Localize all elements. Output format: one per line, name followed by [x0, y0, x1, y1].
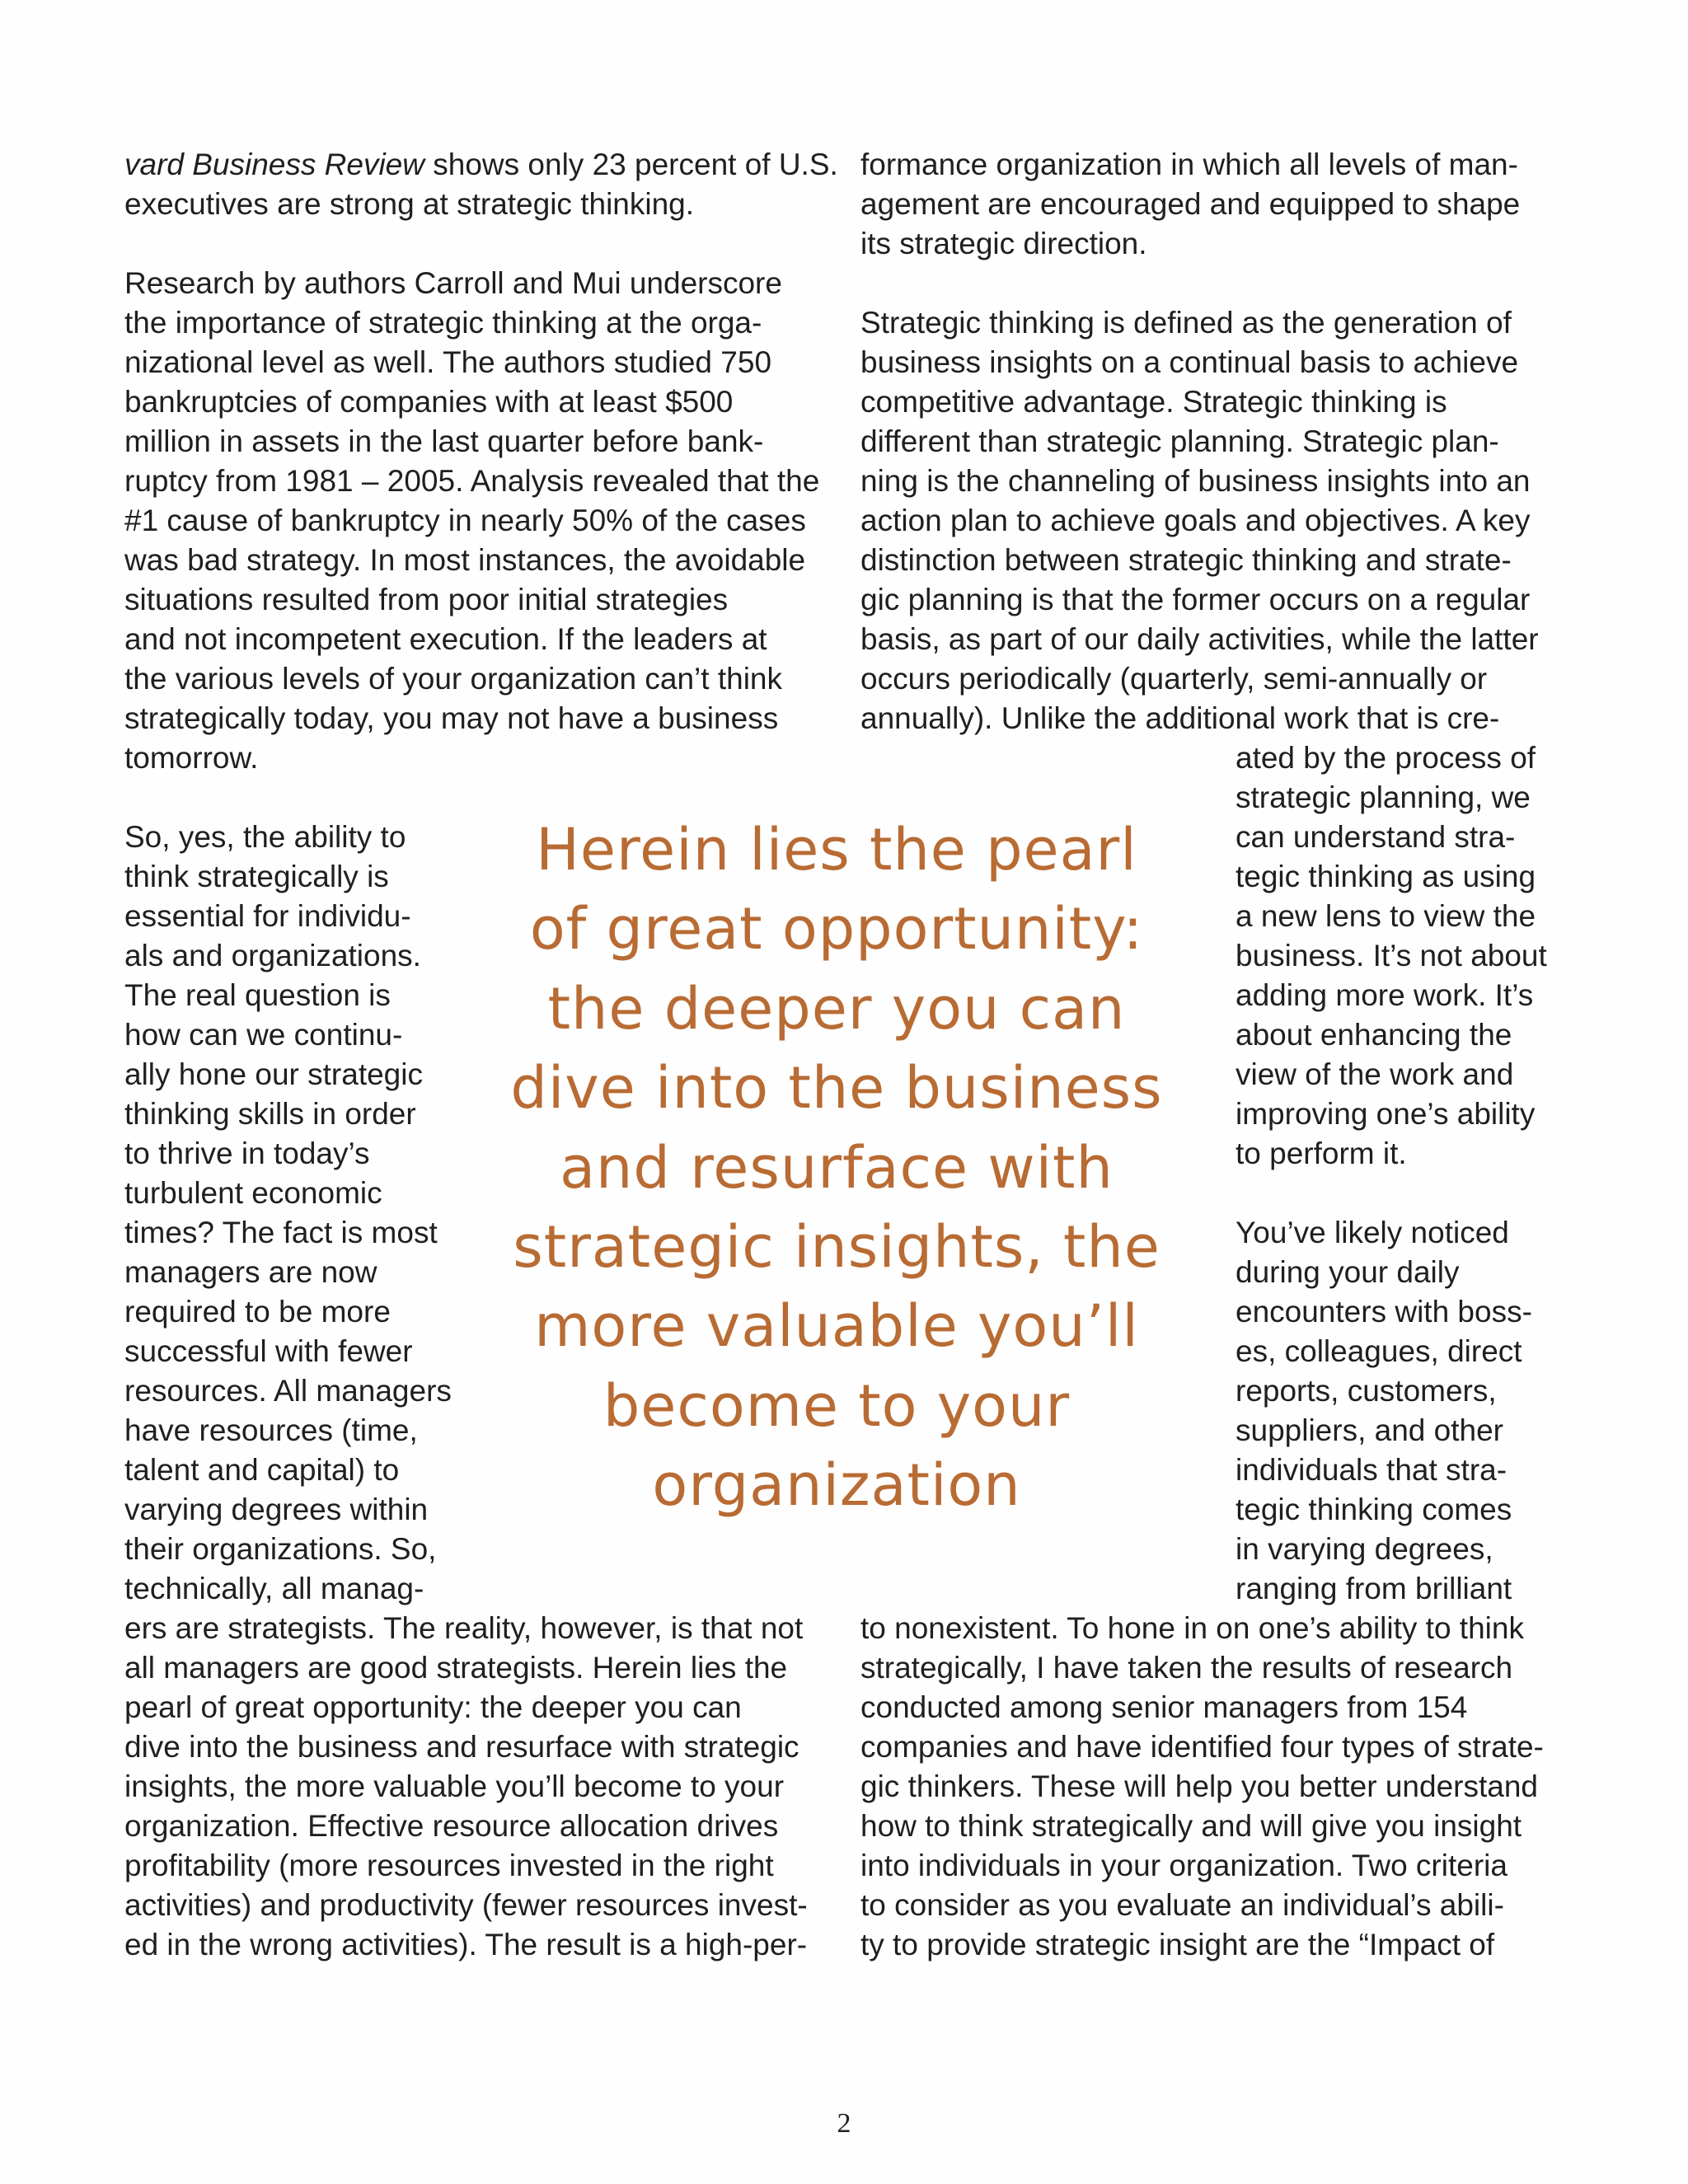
- body-line: successful with fewer: [124, 1334, 413, 1368]
- body-line: distinction between strategic thinking and strate-: [860, 543, 1512, 577]
- body-line: the importance of strategic thinking at the orga-: [124, 306, 762, 340]
- body-line: to consider as you evaluate an individual’s abili-: [860, 1888, 1504, 1922]
- body-line: ty to provide strategic insight are the “Impact of: [860, 1928, 1495, 1961]
- body-line: encounters with boss-: [1236, 1295, 1532, 1329]
- body-line: can understand stra-: [1236, 820, 1516, 854]
- pull-quote-line: dive into the business: [510, 1054, 1163, 1122]
- body-line: tegic thinking comes: [1236, 1493, 1512, 1526]
- body-line: tegic thinking as using: [1236, 860, 1536, 893]
- body-line: about enhancing the: [1236, 1018, 1512, 1052]
- body-line: insights, the more valuable you’ll become to your: [124, 1769, 785, 1803]
- body-line: how can we continu-: [124, 1018, 403, 1052]
- body-line: million in assets in the last quarter before bank-: [124, 424, 764, 458]
- body-line: situations resulted from poor initial strategies: [124, 583, 729, 616]
- body-line: conducted among senior managers from 154: [860, 1690, 1468, 1724]
- body-line: dive into the business and resurface with strategic: [124, 1730, 799, 1764]
- body-line: their organizations. So,: [124, 1532, 437, 1566]
- body-line: annually). Unlike the additional work that is cre-: [860, 701, 1500, 735]
- pull-quote-line: and resurface with: [560, 1133, 1114, 1202]
- body-line: technically, all manag-: [124, 1572, 424, 1605]
- body-line: competitive advantage. Strategic thinking is: [860, 385, 1447, 419]
- body-line: business insights on a continual basis to achieve: [860, 345, 1519, 379]
- body-line: reports, customers,: [1236, 1374, 1497, 1408]
- body-line: gic thinkers. These will help you better understand: [860, 1769, 1539, 1803]
- body-line: turbulent economic: [124, 1176, 382, 1210]
- body-line: improving one’s ability: [1236, 1097, 1536, 1131]
- body-line: executives are strong at strategic thinking.: [124, 187, 695, 221]
- body-line: The real question is: [124, 978, 391, 1012]
- pull-quote-line: become to your: [603, 1371, 1071, 1440]
- body-line: occurs periodically (quarterly, semi-annually or: [860, 662, 1488, 696]
- body-line: ed in the wrong activities). The result is a high-per-: [124, 1928, 808, 1961]
- body-line: You’ve likely noticed: [1236, 1216, 1509, 1249]
- body-line: agement are encouraged and equipped to shape: [860, 187, 1521, 221]
- body-line: profitability (more resources invested in the right: [124, 1849, 774, 1882]
- body-line: have resources (time,: [124, 1413, 418, 1447]
- body-line: think strategically is: [124, 860, 389, 893]
- body-line: strategically today, you may not have a business: [124, 701, 779, 735]
- body-line: essential for individu-: [124, 899, 411, 933]
- body-line: gic planning is that the former occurs on a regular: [860, 583, 1531, 616]
- body-line: during your daily: [1236, 1255, 1460, 1289]
- body-line: all managers are good strategists. Herein lies the: [124, 1651, 788, 1685]
- body-line: organization. Effective resource allocation drives: [124, 1809, 779, 1843]
- body-line: to perform it.: [1236, 1137, 1407, 1170]
- body-line: ruptcy from 1981 – 2005. Analysis revealed that the: [124, 464, 820, 498]
- pull-quote-line: strategic insights, the: [513, 1213, 1160, 1282]
- body-line: managers are now: [124, 1255, 377, 1289]
- body-line: ers are strategists. The reality, however, is that not: [124, 1611, 804, 1645]
- body-line: ning is the channeling of business insights into an: [860, 464, 1531, 498]
- body-line: to thrive in today’s: [124, 1137, 370, 1170]
- body-line: varying degrees within: [124, 1493, 429, 1526]
- body-line: talent and capital) to: [124, 1453, 400, 1487]
- body-line: ated by the process of: [1236, 741, 1536, 775]
- body-line: how to think strategically and will give you insight: [860, 1809, 1522, 1843]
- pull-quote-line: of great opportunity:: [529, 895, 1144, 963]
- body-line: nizational level as well. The authors studied 750: [124, 345, 772, 379]
- body-line: bankruptcies of companies with at least $500: [124, 385, 734, 419]
- body-line: required to be more: [124, 1295, 391, 1329]
- body-line: times? The fact is most: [124, 1216, 438, 1249]
- body-line: the various levels of your organization can’t think: [124, 662, 782, 696]
- body-line: view of the work and: [1236, 1057, 1514, 1091]
- body-line: activities) and productivity (fewer resources invest-: [124, 1888, 808, 1922]
- body-line: and not incompetent execution. If the leaders at: [124, 622, 767, 656]
- body-line: into individuals in your organization. Two criteria: [860, 1849, 1507, 1882]
- body-line: in varying degrees,: [1236, 1532, 1493, 1566]
- pull-quote-line: more valuable you’ll: [534, 1292, 1139, 1361]
- body-line: to nonexistent. To hone in on one’s ability to think: [860, 1611, 1524, 1645]
- body-line: formance organization in which all levels of man-: [860, 148, 1518, 181]
- body-line: individuals that stra-: [1236, 1453, 1507, 1487]
- body-line: ranging from brilliant: [1236, 1572, 1512, 1605]
- body-line: its strategic direction.: [860, 227, 1147, 260]
- body-line: pearl of great opportunity: the deeper you can: [124, 1690, 742, 1724]
- pull-quote-line: organization: [652, 1451, 1021, 1520]
- body-line: Research by authors Carroll and Mui underscore: [124, 266, 782, 300]
- body-line: #1 cause of bankruptcy in nearly 50% of the cases: [124, 504, 806, 537]
- body-line: strategic planning, we: [1236, 780, 1531, 814]
- body-line: different than strategic planning. Strategic plan-: [860, 424, 1499, 458]
- italic-publication-title: vard Business Review: [124, 148, 424, 181]
- pull-quote-line: the deeper you can: [547, 974, 1126, 1043]
- pull-quote-line: Herein lies the pearl: [536, 816, 1137, 883]
- body-line: ally hone our strategic: [124, 1057, 423, 1091]
- body-line: a new lens to view the: [1236, 899, 1536, 933]
- body-line: vard Business Review shows only 23 percent of U.S.: [124, 148, 838, 181]
- body-line: basis, as part of our daily activities, while the latter: [860, 622, 1539, 656]
- body-line: adding more work. It’s: [1236, 978, 1534, 1012]
- body-line: resources. All managers: [124, 1374, 452, 1408]
- body-line: als and organizations.: [124, 939, 421, 972]
- body-line: companies and have identified four types of strate-: [860, 1730, 1544, 1764]
- body-line: es, colleagues, direct: [1236, 1334, 1522, 1368]
- page-number: 2: [837, 2108, 851, 2139]
- body-line: thinking skills in order: [124, 1097, 416, 1131]
- body-line: Strategic thinking is defined as the generation of: [860, 306, 1512, 340]
- body-line: was bad strategy. In most instances, the avoidable: [124, 543, 806, 577]
- body-line: business. It’s not about: [1236, 939, 1547, 972]
- body-line: action plan to achieve goals and objectives. A key: [860, 504, 1531, 537]
- body-line: suppliers, and other: [1236, 1413, 1503, 1447]
- body-line: So, yes, the ability to: [124, 820, 406, 854]
- pull-quote: [486, 810, 1187, 1526]
- body-line: tomorrow.: [124, 741, 259, 775]
- body-line: strategically, I have taken the results of research: [860, 1651, 1513, 1685]
